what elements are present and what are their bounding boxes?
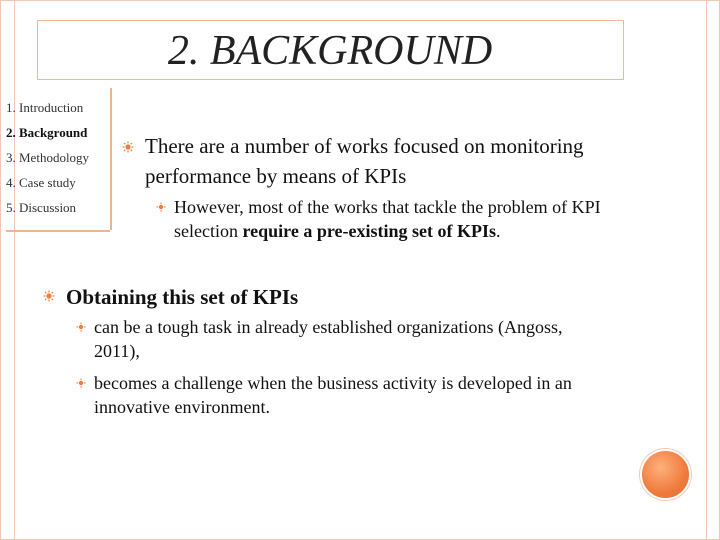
frame-right-line <box>706 0 707 540</box>
nav-item-discussion[interactable]: 5. Discussion <box>6 200 77 215</box>
nav-item-case-study[interactable]: 4. Case study <box>6 175 76 190</box>
nav-divider-horizontal <box>6 230 110 232</box>
bullet-1-line-1: There are a number of works focused on monitoring <box>145 134 584 158</box>
section-nav <box>6 98 89 223</box>
sun-bullet-icon <box>43 290 55 302</box>
nav-divider-vertical <box>110 88 112 230</box>
nav-item-background[interactable]: 2. Background <box>6 125 88 140</box>
bullet-2-sub-2-line-1: becomes a challenge when the business activity is developed in an <box>94 373 572 393</box>
nav-item-introduction[interactable]: 1. Introduction <box>6 100 84 115</box>
bullet-2-sub-2-line-2: innovative environment. <box>94 397 270 417</box>
slide-title: 2. BACKGROUND <box>167 28 493 74</box>
sub-plain-text: selection <box>174 221 243 241</box>
bullet-2-sub-1-line-1: can be a tough task in already established organizations (Angoss, <box>94 317 563 337</box>
bullet-2-sub-1-line-2: 2011), <box>94 341 140 361</box>
sun-subbullet-icon <box>156 202 166 212</box>
bullet-2-heading: Obtaining this set of KPIs <box>66 285 299 309</box>
nav-item-methodology[interactable]: 3. Methodology <box>6 150 90 165</box>
bullet-1-line-2: performance by means of KPIs <box>145 164 407 188</box>
bullet-1-sub-line-2 <box>174 220 500 243</box>
sun-subbullet-icon <box>76 322 86 332</box>
sub-end-text: . <box>495 221 501 241</box>
sub-bold-text: require a pre-existing set of KPIs <box>242 221 496 241</box>
sun-bullet-icon <box>122 141 134 153</box>
sun-subbullet-icon <box>76 378 86 388</box>
decorative-orb <box>640 449 691 500</box>
frame-left-line <box>14 0 15 540</box>
bullet-1-sub-line-1: However, most of the works that tackle the problem of KPI <box>174 197 601 217</box>
